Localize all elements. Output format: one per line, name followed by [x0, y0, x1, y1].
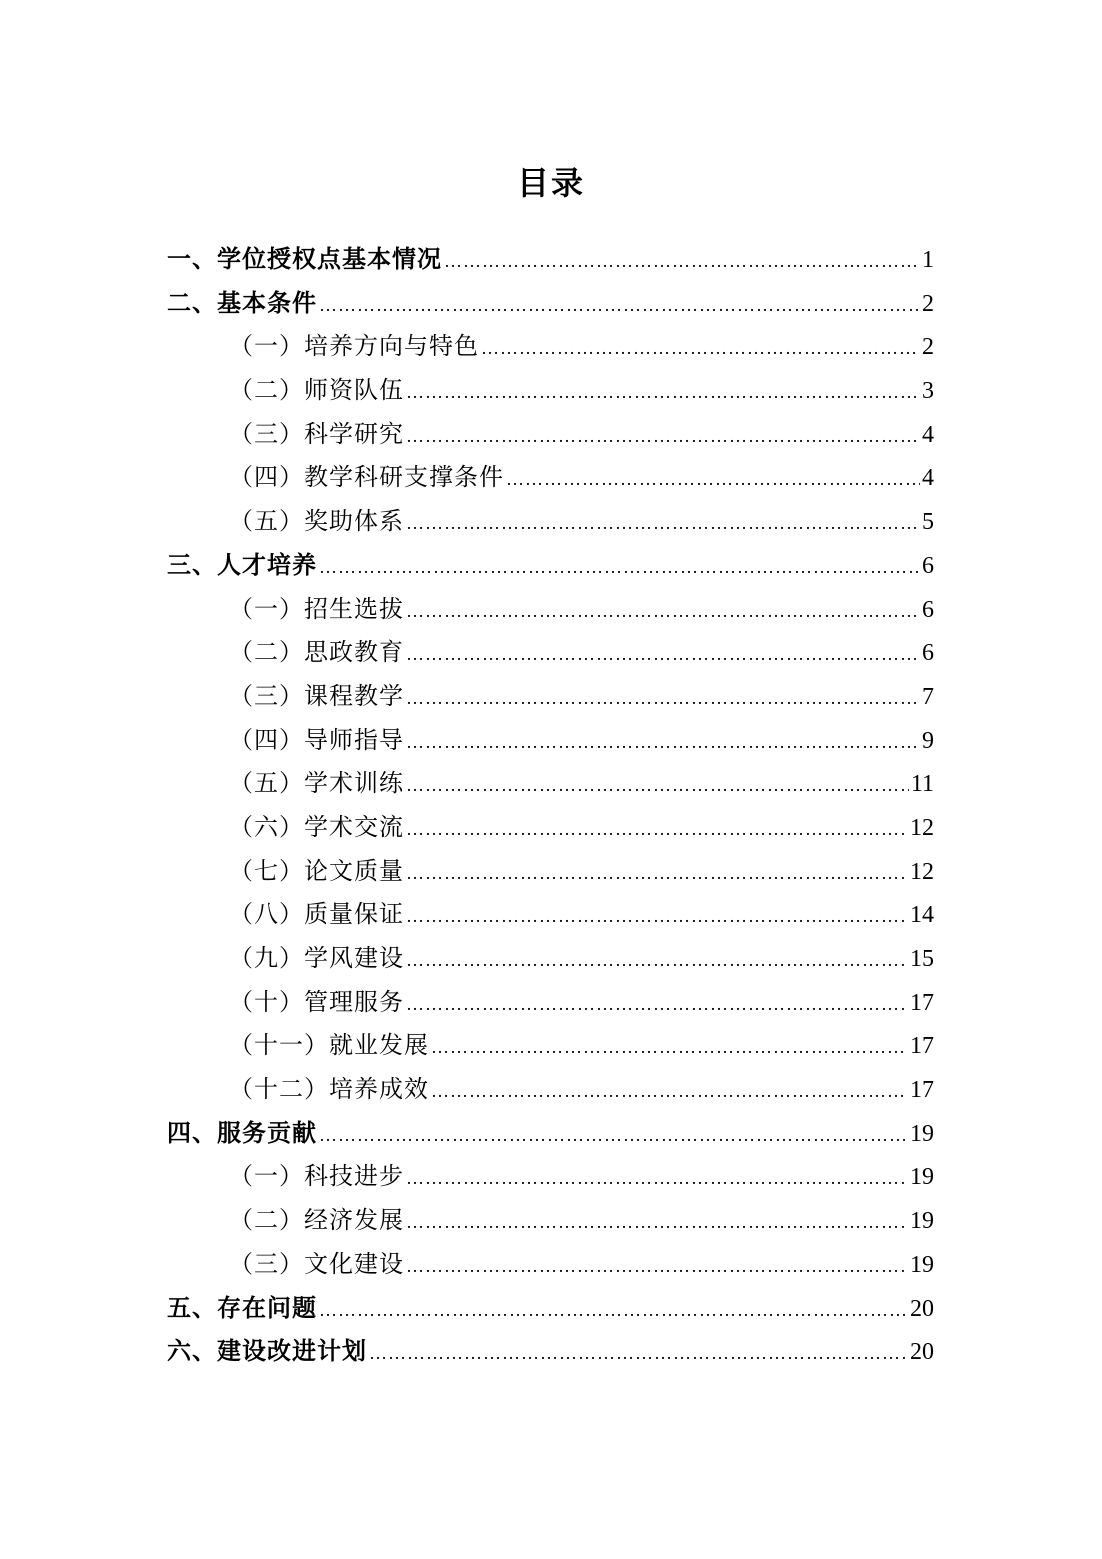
toc-entry-label: （二）经济发展 [229, 1206, 404, 1235]
toc-entry-label: （十一）就业发展 [229, 1031, 429, 1060]
toc-dot-leader [406, 983, 908, 1027]
toc-entry-label: （一）科技进步 [229, 1162, 404, 1191]
toc-entry[interactable] [167, 806, 934, 850]
toc-entry[interactable] [167, 238, 934, 282]
toc-entry-label: （三）文化建设 [229, 1249, 404, 1278]
toc-entry-page-number: 9 [922, 727, 934, 754]
toc-entry[interactable] [167, 675, 934, 719]
toc-dot-leader [319, 1289, 908, 1333]
toc-dot-leader [406, 1245, 908, 1289]
toc-entry[interactable] [167, 1243, 934, 1287]
toc-dot-leader [369, 1332, 908, 1376]
toc-dot-leader [406, 590, 920, 634]
toc-entry[interactable] [167, 1155, 934, 1199]
toc-entry-label: （二）师资队伍 [229, 376, 404, 405]
toc-dot-leader [406, 677, 920, 721]
toc-entry[interactable] [167, 456, 934, 500]
toc-entry-page-number: 19 [910, 1208, 934, 1235]
toc-entry[interactable] [167, 413, 934, 457]
toc-dot-leader [406, 852, 908, 896]
toc-entry[interactable] [167, 719, 934, 763]
toc-entry-page-number: 7 [922, 683, 934, 710]
toc-dot-leader [406, 939, 908, 983]
toc-entry[interactable] [167, 937, 934, 981]
toc-entry-page-number: 20 [910, 1295, 934, 1322]
toc-dot-leader [406, 808, 908, 852]
toc-entry[interactable] [167, 588, 934, 632]
toc-entry[interactable] [167, 282, 934, 326]
toc-entry-label: 三、人才培养 [167, 550, 317, 579]
toc-entry[interactable] [167, 369, 934, 413]
toc-entry-label: （九）学风建设 [229, 944, 404, 972]
toc-entry[interactable] [167, 1287, 934, 1331]
toc-dot-leader [406, 633, 920, 677]
toc-dot-leader [431, 1026, 908, 1070]
toc-entry-page-number: 4 [922, 465, 934, 492]
toc-entry-page-number: 2 [922, 334, 934, 361]
toc-entry-page-number: 5 [922, 509, 934, 536]
toc-entry[interactable] [167, 500, 934, 544]
toc-dot-leader [406, 721, 920, 765]
toc-entry-page-number: 20 [910, 1339, 934, 1366]
toc-entry-page-number: 2 [922, 290, 934, 317]
toc-entry-label: （六）学术交流 [229, 812, 404, 841]
toc-entry[interactable] [167, 850, 934, 894]
toc-entry[interactable] [167, 1024, 934, 1068]
toc-entry[interactable] [167, 1199, 934, 1243]
toc-entry-page-number: 17 [910, 1033, 934, 1060]
toc-entry[interactable] [167, 1112, 934, 1156]
toc-dot-leader [319, 546, 920, 590]
toc-entry-label: 一、学位授权点基本情况 [167, 245, 442, 273]
toc-dot-leader [319, 1114, 908, 1158]
toc-entry-label: 六、建设改进计划 [167, 1337, 367, 1366]
toc-entry-label: （五）奖助体系 [229, 507, 404, 536]
toc-dot-leader [406, 415, 920, 459]
toc-entry-label: （一）招生选拔 [229, 594, 404, 623]
toc-entry-label: （十）管理服务 [229, 987, 404, 1016]
toc-dot-leader [431, 1070, 908, 1114]
toc-dot-leader [406, 371, 920, 415]
toc-entry-label: （四）教学科研支撑条件 [229, 463, 504, 492]
toc-entry-page-number: 15 [910, 946, 934, 972]
toc-entry[interactable] [167, 981, 934, 1025]
toc-entry-page-number: 4 [922, 421, 934, 448]
toc-entry-label: 二、基本条件 [167, 288, 317, 317]
toc-dot-leader [406, 1157, 908, 1201]
toc-dot-leader [506, 458, 920, 502]
toc-dot-leader [406, 895, 908, 939]
toc-dot-leader [444, 240, 920, 284]
table-of-contents [167, 238, 934, 1374]
toc-entry-label: （八）质量保证 [229, 900, 404, 929]
toc-dot-leader [406, 764, 909, 808]
toc-entry-page-number: 19 [910, 1164, 934, 1191]
toc-entry-page-number: 1 [922, 247, 934, 273]
toc-entry-label: （一）培养方向与特色 [229, 332, 479, 361]
toc-entry-label: （三）科学研究 [229, 419, 404, 448]
toc-entry-page-number: 6 [922, 596, 934, 623]
toc-entry-page-number: 6 [922, 640, 934, 667]
toc-entry-page-number: 6 [922, 552, 934, 579]
toc-entry-label: （二）思政教育 [229, 638, 404, 667]
toc-entry[interactable] [167, 1330, 934, 1374]
toc-entry-label: （五）学术训练 [229, 769, 404, 798]
toc-entry[interactable] [167, 762, 934, 806]
toc-dot-leader [481, 327, 920, 371]
toc-entry-page-number: 14 [910, 902, 934, 929]
toc-dot-leader [406, 1201, 908, 1245]
toc-entry[interactable] [167, 1068, 934, 1112]
toc-dot-leader [319, 284, 920, 328]
page-title: 目录 [516, 164, 585, 203]
toc-entry-page-number: 11 [910, 771, 934, 798]
toc-entry-page-number: 17 [910, 989, 934, 1016]
toc-entry-page-number: 19 [910, 1251, 934, 1278]
toc-entry-label: （七）论文质量 [229, 856, 404, 885]
toc-entry-page-number: 12 [910, 858, 934, 885]
toc-entry-page-number: 19 [910, 1120, 934, 1147]
toc-entry-label: （三）课程教学 [229, 681, 404, 710]
toc-entry-label: 五、存在问题 [167, 1293, 317, 1322]
toc-dot-leader [406, 502, 920, 546]
toc-entry[interactable] [167, 544, 934, 588]
toc-entry-label: （四）导师指导 [229, 725, 404, 754]
toc-entry-page-number: 12 [910, 814, 934, 841]
toc-entry-label: 四、服务贡献 [167, 1118, 317, 1147]
toc-entry-label: （十二）培养成效 [229, 1075, 429, 1104]
toc-entry[interactable] [167, 631, 934, 675]
toc-entry-page-number: 17 [910, 1077, 934, 1104]
toc-entry[interactable] [167, 325, 934, 369]
toc-entry-page-number: 3 [922, 378, 934, 405]
toc-entry[interactable] [167, 893, 934, 937]
